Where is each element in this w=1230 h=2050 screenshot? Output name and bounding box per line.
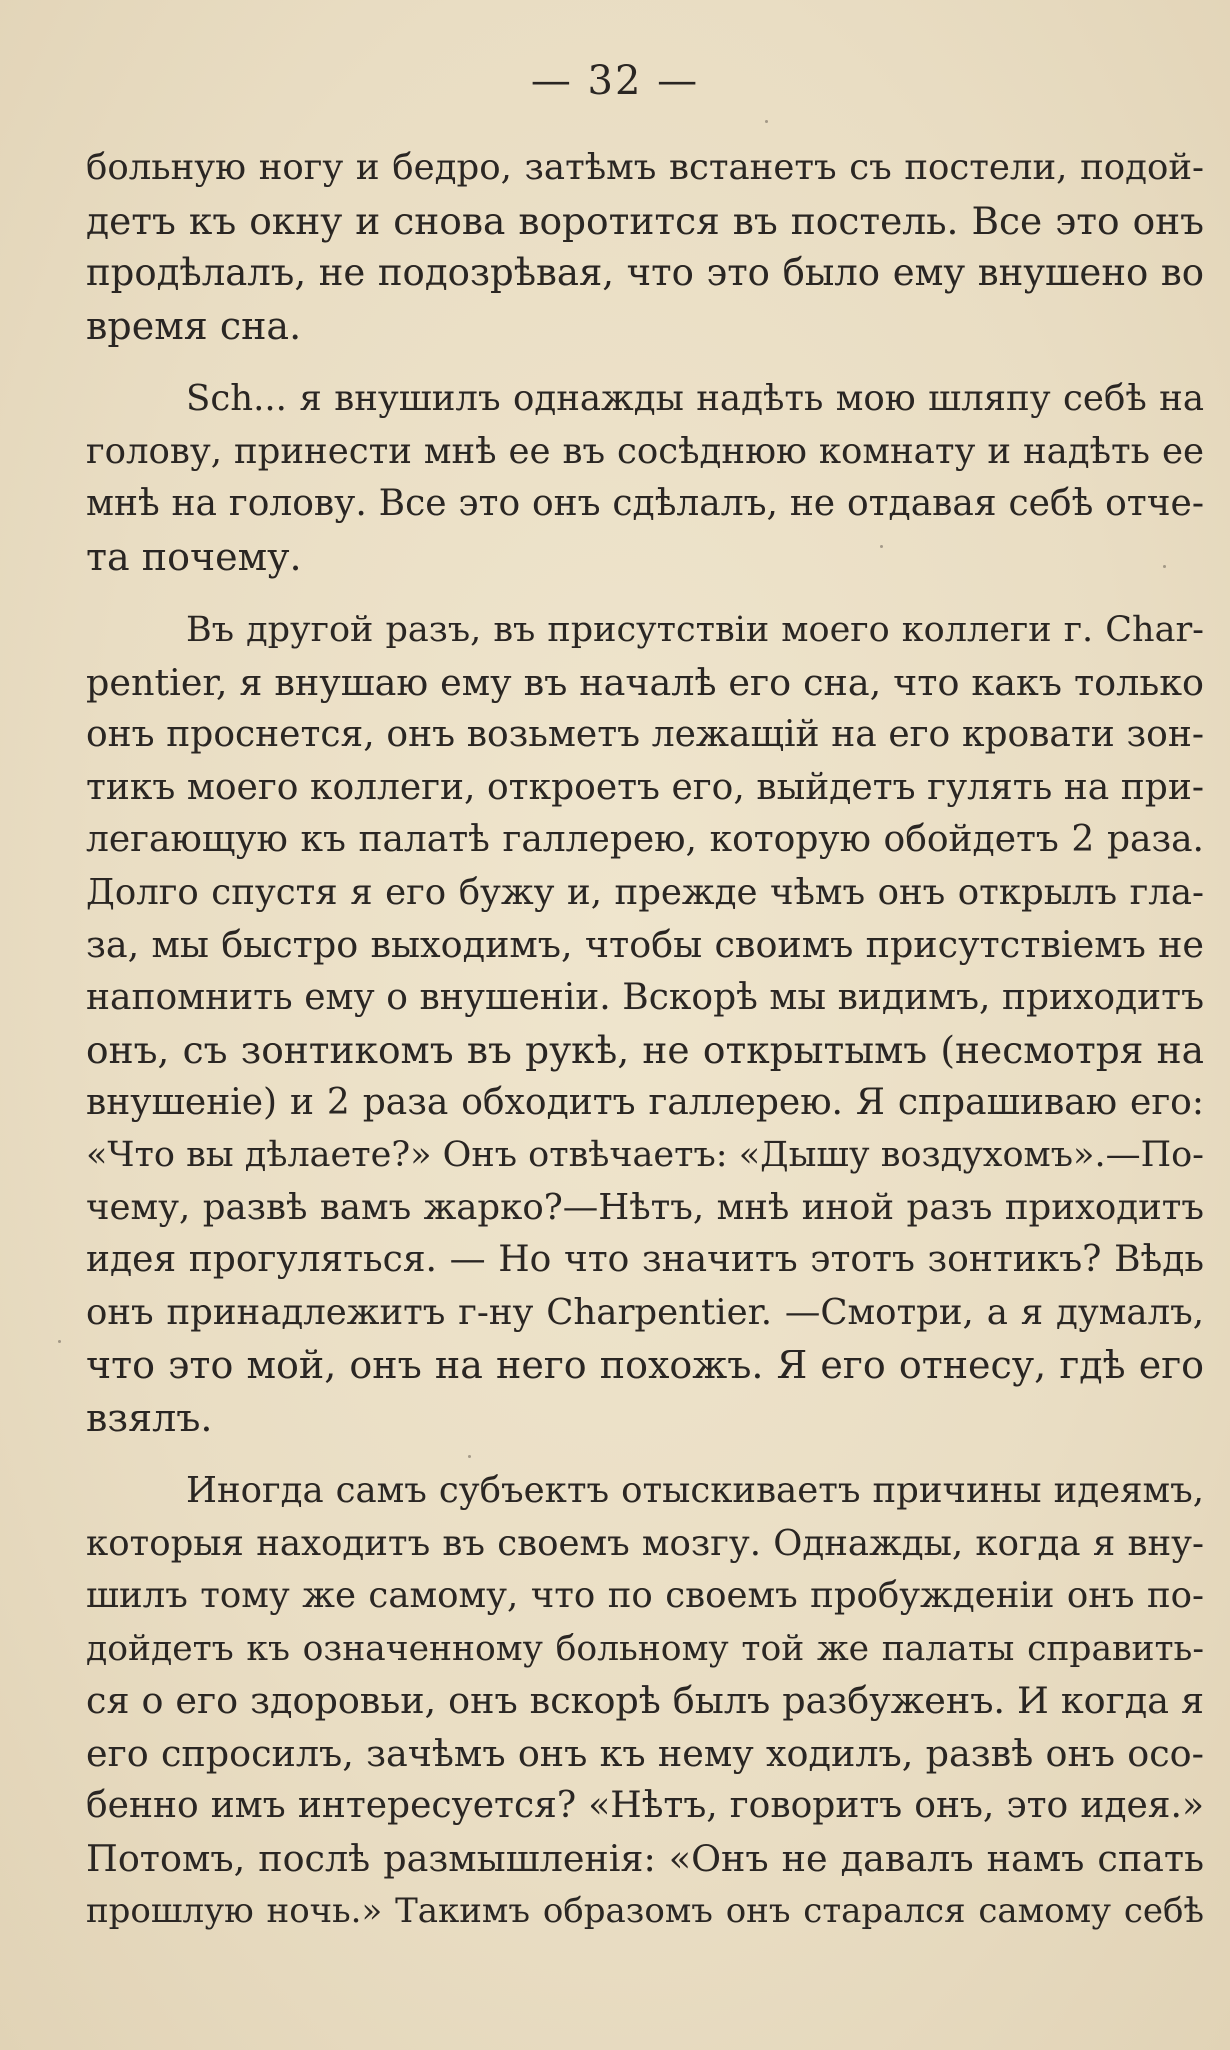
paper-speck — [765, 120, 768, 123]
text-line: шилъ тому же самому, что по своемъ пробужденіи онъ по- — [86, 1575, 1204, 1616]
text-line: Долго спустя я его бужу и, прежде чѣмъ онъ открылъ гла- — [86, 871, 1204, 913]
text-line: детъ къ окну и снова воротится въ постель. Все это онъ — [86, 198, 1204, 243]
text-line: его спросилъ, зачѣмъ онъ къ нему ходилъ, развѣ онъ осо- — [86, 1731, 1204, 1775]
text-line: Потомъ, послѣ размышленія: «Онъ не давалъ намъ спать — [86, 1836, 1204, 1880]
text-line: внушеніе) и 2 раза обходитъ галлерею. Я спрашиваю его: — [86, 1081, 1204, 1123]
text-line: взялъ. — [86, 1395, 213, 1440]
text-line: «Что вы дѣлаете?» Онъ отвѣчаетъ: «Дышу воздухомъ».—По- — [86, 1135, 1204, 1175]
text-line: голову, принести мнѣ ее въ сосѣднюю комнату и надѣть ее — [86, 430, 1204, 472]
text-line: бенно имъ интересуется? «Нѣтъ, говоритъ онъ, это идея.» — [86, 1785, 1204, 1826]
text-line: онъ принадлежитъ г-ну Charpentier. —Смотри, а я думалъ, — [86, 1291, 1204, 1333]
text-line: что это мой, онъ на него похожъ. Я его отнесу, гдѣ его — [86, 1343, 1204, 1387]
text-line: прошлую ночь.» Такимъ образомъ онъ старался самому себѣ — [86, 1891, 1204, 1931]
paragraph — [86, 1465, 1204, 1938]
text-line: напомнить ему о внушеніи. Вскорѣ мы видимъ, приходитъ — [86, 976, 1204, 1018]
text-line: больную ногу и бедро, затѣмъ встанетъ съ постели, подой- — [86, 147, 1204, 188]
text-line: продѣлалъ, не подозрѣвая, что это было ему внушено во — [86, 251, 1204, 294]
paper-speck — [58, 1340, 61, 1343]
text-line: Иногда самъ субъектъ отыскиваетъ причины идеямъ, — [186, 1470, 1204, 1511]
paper-speck — [468, 1455, 471, 1458]
text-line: идея прогуляться. — Но что значитъ этотъ зонтикъ? Вѣдь — [86, 1239, 1204, 1280]
text-line: мнѣ на голову. Все это онъ сдѣлалъ, не отдавая себѣ отче- — [86, 483, 1204, 524]
body-text — [86, 142, 1204, 1938]
text-line: онъ проснется, онъ возьметъ лежащій на его кровати зон- — [86, 714, 1204, 755]
text-line: время сна. — [86, 303, 302, 348]
text-line: та почему. — [86, 534, 302, 579]
text-line: pentier, я внушаю ему въ началѣ его сна, что какъ только — [86, 660, 1204, 704]
text-line: Sch... я внушилъ однажды надѣть мою шляпу себѣ на — [186, 378, 1204, 419]
paragraph — [86, 604, 1204, 1444]
paragraph — [86, 142, 1204, 352]
text-line: за, мы быстро выходимъ, чтобы своимъ присутствіемъ не — [86, 923, 1204, 966]
text-line: Въ другой разъ, въ присутствіи моего коллеги г. Char- — [186, 610, 1204, 650]
page-number: — 32 — — [530, 58, 700, 104]
paragraph — [86, 373, 1204, 583]
text-line: ся о его здоровьи, онъ вскорѣ былъ разбуженъ. И когда я — [86, 1679, 1204, 1722]
text-line: онъ, съ зонтикомъ въ рукѣ, не открытымъ (несмотря на — [86, 1028, 1204, 1072]
text-line: чему, развѣ вамъ жарко?—Нѣтъ, мнѣ иной разъ приходитъ — [86, 1186, 1204, 1228]
paper-speck — [880, 545, 883, 548]
paper-speck — [1163, 565, 1166, 568]
text-line: которыя находитъ въ своемъ мозгу. Однажды, когда я вну- — [86, 1522, 1204, 1564]
text-line: дойдетъ къ означенному больному той же палаты справить- — [86, 1628, 1204, 1669]
text-line: тикъ моего коллеги, откроетъ его, выйдетъ гулять на при- — [86, 766, 1204, 808]
text-line: легающую къ палатѣ галлерею, которую обойдетъ 2 раза. — [86, 819, 1204, 860]
